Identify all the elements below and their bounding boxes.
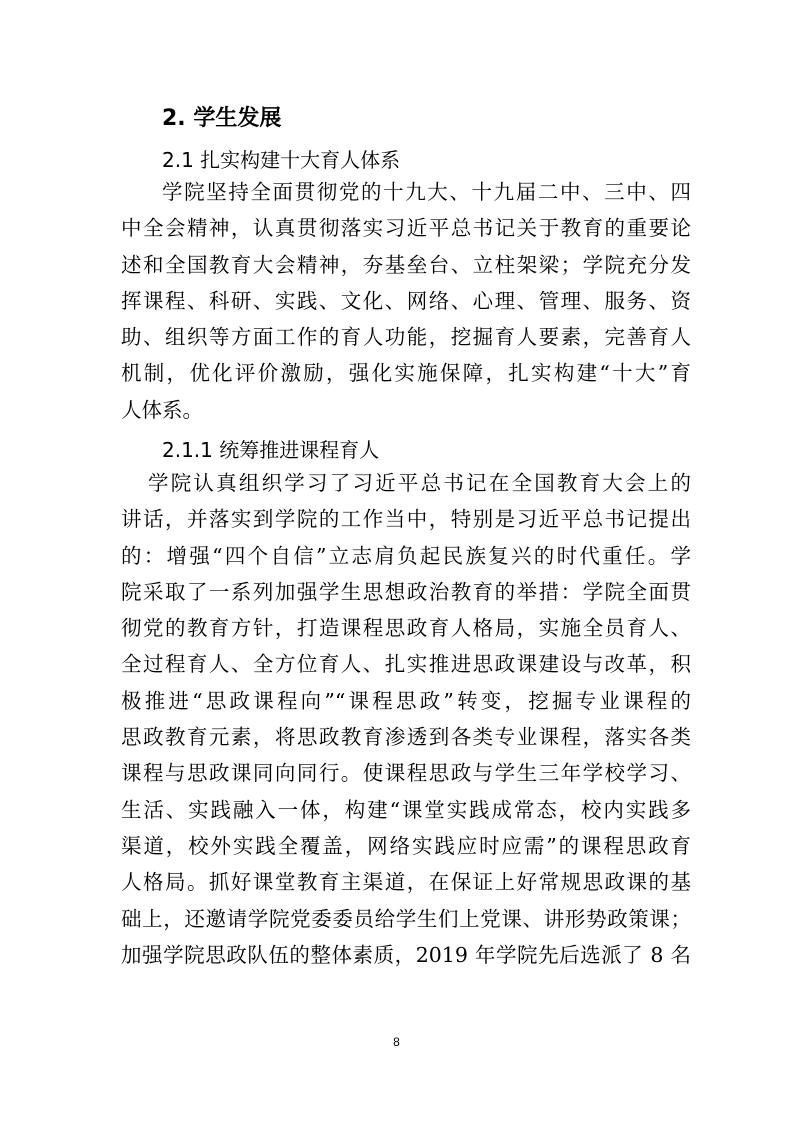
subsection-heading: 2.1 扎实构建十大育人体系 [162, 148, 401, 172]
paragraph-line: 础上，还邀请学院党委委员给学生们上党课、讲形势政策课； [121, 906, 691, 931]
paragraph-line: 极推进“思政课程向”“课程思政”转变，挖掘专业课程的 [121, 688, 691, 713]
paragraph-line: 中全会精神，认真贯彻落实习近平总书记关于教育的重要论 [121, 216, 691, 241]
paragraph-line: 加强学院思政队伍的整体素质，2019 年学院先后选派了 8 名 [121, 942, 691, 967]
paragraph-line: 讲话，并落实到学院的工作当中，特别是习近平总书记提出 [121, 507, 691, 532]
page-number: 8 [393, 1035, 400, 1049]
paragraph-line: 助、组织等方面工作的育人功能，挖掘育人要素，完善育人 [121, 325, 691, 350]
paragraph-line: 人体系。 [121, 397, 203, 422]
paragraph-line: 人格局。抓好课堂教育主渠道，在保证上好常规思政课的基 [121, 870, 691, 895]
paragraph-line: 全过程育人、全方位育人、扎实推进思政课建设与改革，积 [121, 652, 691, 677]
paragraph-line: 机制，优化评价激励，强化实施保障，扎实构建“十大”育 [121, 361, 691, 386]
paragraph-line: 课程与思政课同向同行。使课程思政与学生三年学校学习、 [121, 761, 691, 786]
paragraph-line: 挥课程、科研、实践、文化、网络、心理、管理、服务、资 [121, 288, 691, 313]
subsubsection-heading: 2.1.1 统筹推进课程育人 [162, 438, 380, 462]
paragraph-1 [121, 174, 691, 428]
paragraph-line: 学院坚持全面贯彻党的十九大、十九届二中、三中、四 [162, 180, 691, 204]
paragraph-2 [121, 465, 691, 973]
paragraph-line: 学院认真组织学习了习近平总书记在全国教育大会上的 [148, 471, 691, 495]
paragraph-line: 生活、实践融入一体，构建“课堂实践成常态，校内实践多 [121, 797, 691, 822]
paragraph-line: 的：增强“四个自信”立志肩负起民族复兴的时代重任。学 [121, 543, 691, 568]
paragraph-line: 院采取了一系列加强学生思想政治教育的举措：学院全面贯 [121, 579, 691, 604]
paragraph-line: 述和全国教育大会精神，夯基垒台、立柱架梁；学院充分发 [121, 252, 691, 277]
paragraph-line: 彻党的教育方针，打造课程思政育人格局，实施全员育人、 [121, 616, 691, 641]
paragraph-line: 渠道，校外实践全覆盖，网络实践应时应需”的课程思政育 [121, 833, 691, 858]
section-heading: 2. 学生发展 [162, 106, 282, 131]
paragraph-line: 思政教育元素，将思政教育渗透到各类专业课程，落实各类 [121, 725, 691, 750]
